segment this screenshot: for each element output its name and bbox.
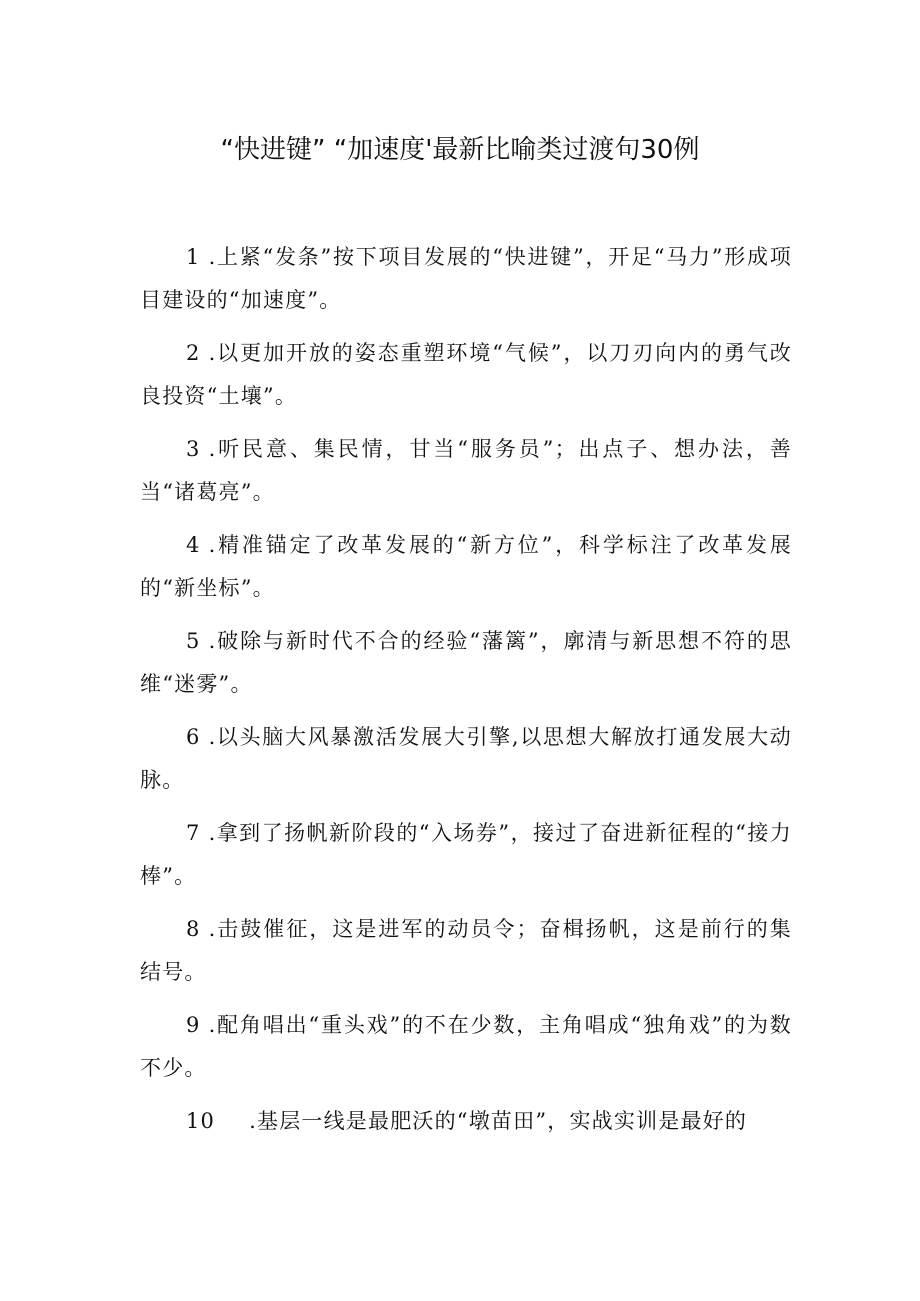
item-number: 4 [186,533,201,557]
list-item [140,332,792,418]
item-number: 6 [186,725,201,749]
item-number: 7 [186,821,201,845]
item-text: .听民意、集民情，甘当“服务员”；出点子、想办法，善当“诸葛亮”。 [140,437,792,504]
item-text: .拿到了扬帆新阶段的“入场券”，接过了奋进新征程的“接力棒”。 [140,821,792,888]
list-item [140,908,792,994]
item-number: 9 [186,1013,201,1037]
sentence-list [140,236,792,1153]
item-text: .基层一线是最肥沃的“墩苗田”，实战实训是最好的 [249,1109,748,1133]
item-text: .以头脑大风暴激活发展大引擎,以思想大解放打通发展大动脉。 [140,725,792,792]
item-number: 2 [186,341,201,365]
item-number: 3 [186,437,201,461]
item-number: 5 [186,629,201,653]
item-number: 10 [186,1109,216,1133]
list-item [140,1004,792,1090]
item-text: .击鼓催征，这是进军的动员令；奋楫扬帆，这是前行的集结号。 [140,917,792,984]
list-item [140,524,792,610]
item-number: 1 [186,245,201,269]
list-item [140,1100,792,1143]
list-item [140,620,792,706]
item-number: 8 [186,917,201,941]
list-item [140,428,792,514]
item-text: .配角唱出“重头戏”的不在少数，主角唱成“独角戏”的为数不少。 [140,1013,792,1080]
item-text: .上紧“发条”按下项目发展的“快进键”，开足“马力”形成项目建设的“加速度”。 [140,245,792,312]
item-text: .破除与新时代不合的经验“藩篱”，廓清与新思想不符的思维“迷雾”。 [140,629,792,696]
list-item [140,812,792,898]
item-text: .精准锚定了改革发展的“新方位”，科学标注了改革发展的“新坐标”。 [140,533,792,600]
item-text: .以更加开放的姿态重塑环境“气候”，以刀刃向内的勇气改良投资“土壤”。 [140,341,792,408]
document-title: “快进键” “加速度'最新比喻类过渡句30例 [220,135,700,165]
list-item [140,716,792,802]
list-item [140,236,792,322]
